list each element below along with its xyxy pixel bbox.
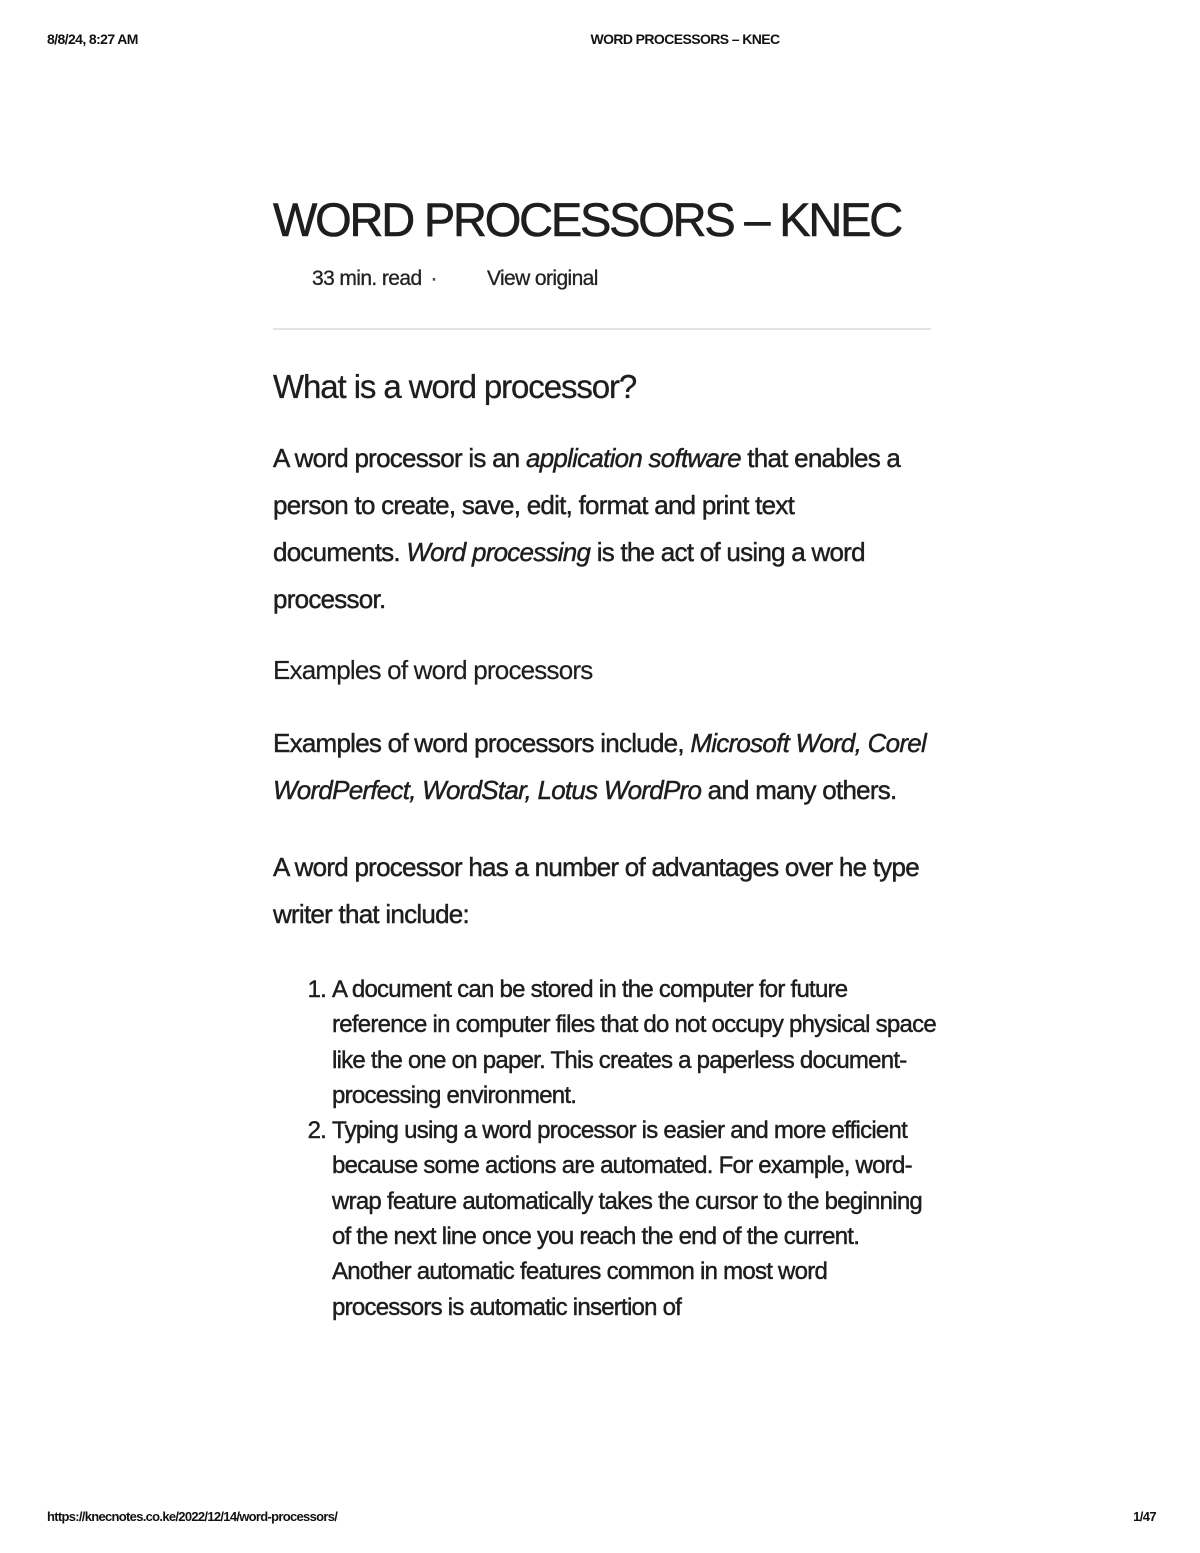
- article: [273, 190, 936, 1325]
- print-header-title: WORD PROCESSORS – KNEC: [590, 31, 780, 47]
- paragraph-definition-text-1: A word processor is an: [273, 443, 526, 473]
- paragraph-definition-em-2: Word processing: [406, 537, 591, 567]
- paragraph-definition-text-3: is the act of using a word processor.: [273, 537, 865, 614]
- paragraph-advantages-intro: A word processor has a number of advantages over he type writer that include:: [273, 852, 919, 929]
- read-time: 33 min. read: [312, 267, 422, 290]
- list-item: 1. A document can be stored in the computer for future reference in computer files that do not occupy physical space like the one on paper. This creates a paperless document-processing environment.: [332, 972, 937, 1113]
- divider: [273, 328, 931, 330]
- paragraph-definition: [273, 435, 923, 623]
- paragraph-examples-text-1: Examples of word processors include,: [273, 728, 691, 758]
- paragraph-definition-em-1: application software: [525, 443, 741, 473]
- view-original-link[interactable]: View original: [486, 267, 598, 290]
- print-footer-page-number: 1/47: [1133, 1509, 1156, 1524]
- print-header-datetime: 8/8/24, 8:27 AM: [47, 31, 138, 47]
- meta-separator: ·: [430, 267, 437, 290]
- section-heading-examples: Examples of word processors: [273, 655, 593, 685]
- paragraph-examples: [273, 720, 933, 814]
- paragraph-examples-text-2: and many others.: [701, 775, 897, 805]
- paragraph-examples-em: Microsoft Word, Corel WordPerfect, WordStar, Lotus WordPro: [273, 728, 926, 805]
- advantages-list: [273, 972, 937, 1325]
- print-footer-url: https://knecnotes.co.ke/2022/12/14/word-processors/: [47, 1509, 338, 1524]
- list-item: 2. Typing using a word processor is easier and more efficient because some actions are automated. For example, word-wrap feature automatically takes the cursor to the beginning of the next line once you reach the end of the current. Another automatic features common in most word processors is automatic insertion of: [332, 1113, 937, 1325]
- section-heading-what-is: What is a word processor?: [273, 368, 637, 405]
- paragraph-definition-text-2: that enables a person to create, save, edit, format and print text documents.: [273, 443, 901, 567]
- article-title: WORD PROCESSORS – KNEC: [273, 193, 901, 246]
- article-meta: [312, 264, 933, 294]
